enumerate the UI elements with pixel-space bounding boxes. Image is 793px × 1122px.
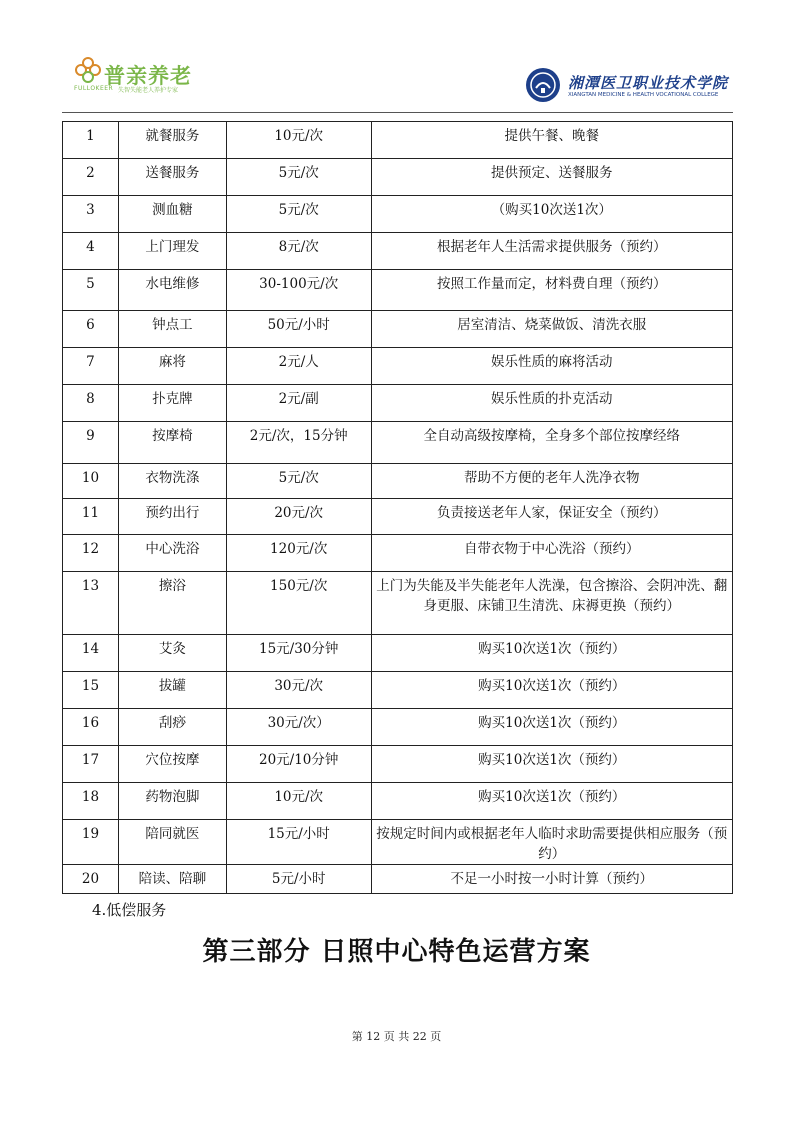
service-description: 帮助不方便的老年人洗净衣物 [371,464,732,499]
service-price: 2元/副 [226,385,371,422]
table-row [63,709,733,746]
service-description: 全自动高级按摩椅，全身多个部位按摩经络 [371,422,732,464]
service-description: 负责接送老年人家，保证安全（预约） [371,499,732,535]
table-row [63,535,733,572]
service-price: 30元/次） [226,709,371,746]
service-name: 扑克牌 [118,385,226,422]
service-description: 娱乐性质的麻将活动 [371,348,732,385]
college-name: 湘潭医卫职业技术学院 [568,74,729,92]
service-name: 拔罐 [118,672,226,709]
service-number: 20 [63,865,119,894]
service-price: 10元/次 [226,783,371,820]
service-name: 陪同就医 [118,820,226,865]
service-price: 30-100元/次 [226,270,371,311]
table-row [63,464,733,499]
service-name: 中心洗浴 [118,535,226,572]
college-english: XIANGTAN MEDICINE & HEALTH VOCATIONAL COLLEGE [568,92,719,98]
table-row [63,572,733,635]
service-number: 3 [63,196,119,233]
service-price: 10元/次 [226,122,371,159]
service-name: 穴位按摩 [118,746,226,783]
service-number: 17 [63,746,119,783]
service-description: 购买10次送1次（预约） [371,635,732,672]
flower-icon [74,56,102,84]
service-number: 12 [63,535,119,572]
service-price: 120元/次 [226,535,371,572]
part-title: 第三部分 日照中心特色运营方案 [202,937,591,967]
service-price: 15元/30分钟 [226,635,371,672]
service-name: 艾灸 [118,635,226,672]
service-price: 8元/次 [226,233,371,270]
service-number: 15 [63,672,119,709]
service-number: 13 [63,572,119,635]
service-name: 药物泡脚 [118,783,226,820]
table-row [63,422,733,464]
service-price: 20元/10分钟 [226,746,371,783]
service-name: 钟点工 [118,311,226,348]
service-price: 50元/小时 [226,311,371,348]
service-description: 按照工作量而定，材料费自理（预约） [371,270,732,311]
brand-slogan: 失智失能老人养护专家 [118,87,179,94]
service-number: 16 [63,709,119,746]
service-number: 9 [63,422,119,464]
service-description: 按规定时间内或根据老年人临时求助需要提供相应服务（预约） [371,820,732,865]
table-row [63,348,733,385]
service-number: 8 [63,385,119,422]
service-number: 7 [63,348,119,385]
service-description: 购买10次送1次（预约） [371,746,732,783]
service-description: 娱乐性质的扑克活动 [371,385,732,422]
service-name: 水电维修 [118,270,226,311]
page-header [0,0,793,112]
service-number: 19 [63,820,119,865]
service-description: 购买10次送1次（预约） [371,783,732,820]
service-number: 14 [63,635,119,672]
service-name: 预约出行 [118,499,226,535]
brand-name: 普亲养老 [104,64,192,88]
service-name: 送餐服务 [118,159,226,196]
service-price: 30元/次 [226,672,371,709]
service-number: 2 [63,159,119,196]
services-table [62,121,733,894]
table-row [63,635,733,672]
service-name: 就餐服务 [118,122,226,159]
service-price: 5元/次 [226,464,371,499]
service-name: 测血糖 [118,196,226,233]
puqin-logo [74,54,214,98]
service-description: 提供预定、送餐服务 [371,159,732,196]
table-row [63,672,733,709]
service-description: 根据老年人生活需求提供服务（预约） [371,233,732,270]
service-description: 购买10次送1次（预约） [371,672,732,709]
service-name: 按摩椅 [118,422,226,464]
service-price: 2元/人 [226,348,371,385]
table-row [63,820,733,865]
service-price: 5元/次 [226,196,371,233]
table-row [63,783,733,820]
table-row [63,865,733,894]
table-row [63,159,733,196]
service-name: 衣物洗涤 [118,464,226,499]
college-logo [524,66,729,110]
service-description: （购买10次送1次） [371,196,732,233]
service-description: 不足一小时按一小时计算（预约） [371,865,732,894]
table-row [63,122,733,159]
table-row [63,311,733,348]
section-label: 4.低偿服务 [92,901,167,919]
table-row [63,270,733,311]
service-number: 6 [63,311,119,348]
service-number: 5 [63,270,119,311]
service-name: 上门理发 [118,233,226,270]
service-price: 15元/小时 [226,820,371,865]
service-description: 居室清洁、烧菜做饭、清洗衣服 [371,311,732,348]
service-name: 擦浴 [118,572,226,635]
header-divider [62,112,733,113]
table-row [63,746,733,783]
service-number: 4 [63,233,119,270]
service-number: 10 [63,464,119,499]
service-number: 1 [63,122,119,159]
table-row [63,499,733,535]
brand-english: FULLOKEER [74,85,114,92]
service-number: 18 [63,783,119,820]
service-name: 刮痧 [118,709,226,746]
table-row [63,385,733,422]
service-description: 上门为失能及半失能老年人洗澡，包含擦浴、会阴冲洗、翻身更服、床铺卫生清洗、床褥更换（预约） [371,572,732,635]
service-name: 陪读、陪聊 [118,865,226,894]
service-description: 自带衣物于中心洗浴（预约） [371,535,732,572]
table-row [63,196,733,233]
service-number: 11 [63,499,119,535]
service-description: 购买10次送1次（预约） [371,709,732,746]
college-emblem-icon [524,66,562,104]
service-price: 150元/次 [226,572,371,635]
service-price: 20元/次 [226,499,371,535]
table-row [63,233,733,270]
service-price: 5元/小时 [226,865,371,894]
service-name: 麻将 [118,348,226,385]
page-number: 第 12 页 共 22 页 [351,1030,442,1043]
service-price: 5元/次 [226,159,371,196]
service-description: 提供午餐、晚餐 [371,122,732,159]
service-price: 2元/次，15分钟 [226,422,371,464]
